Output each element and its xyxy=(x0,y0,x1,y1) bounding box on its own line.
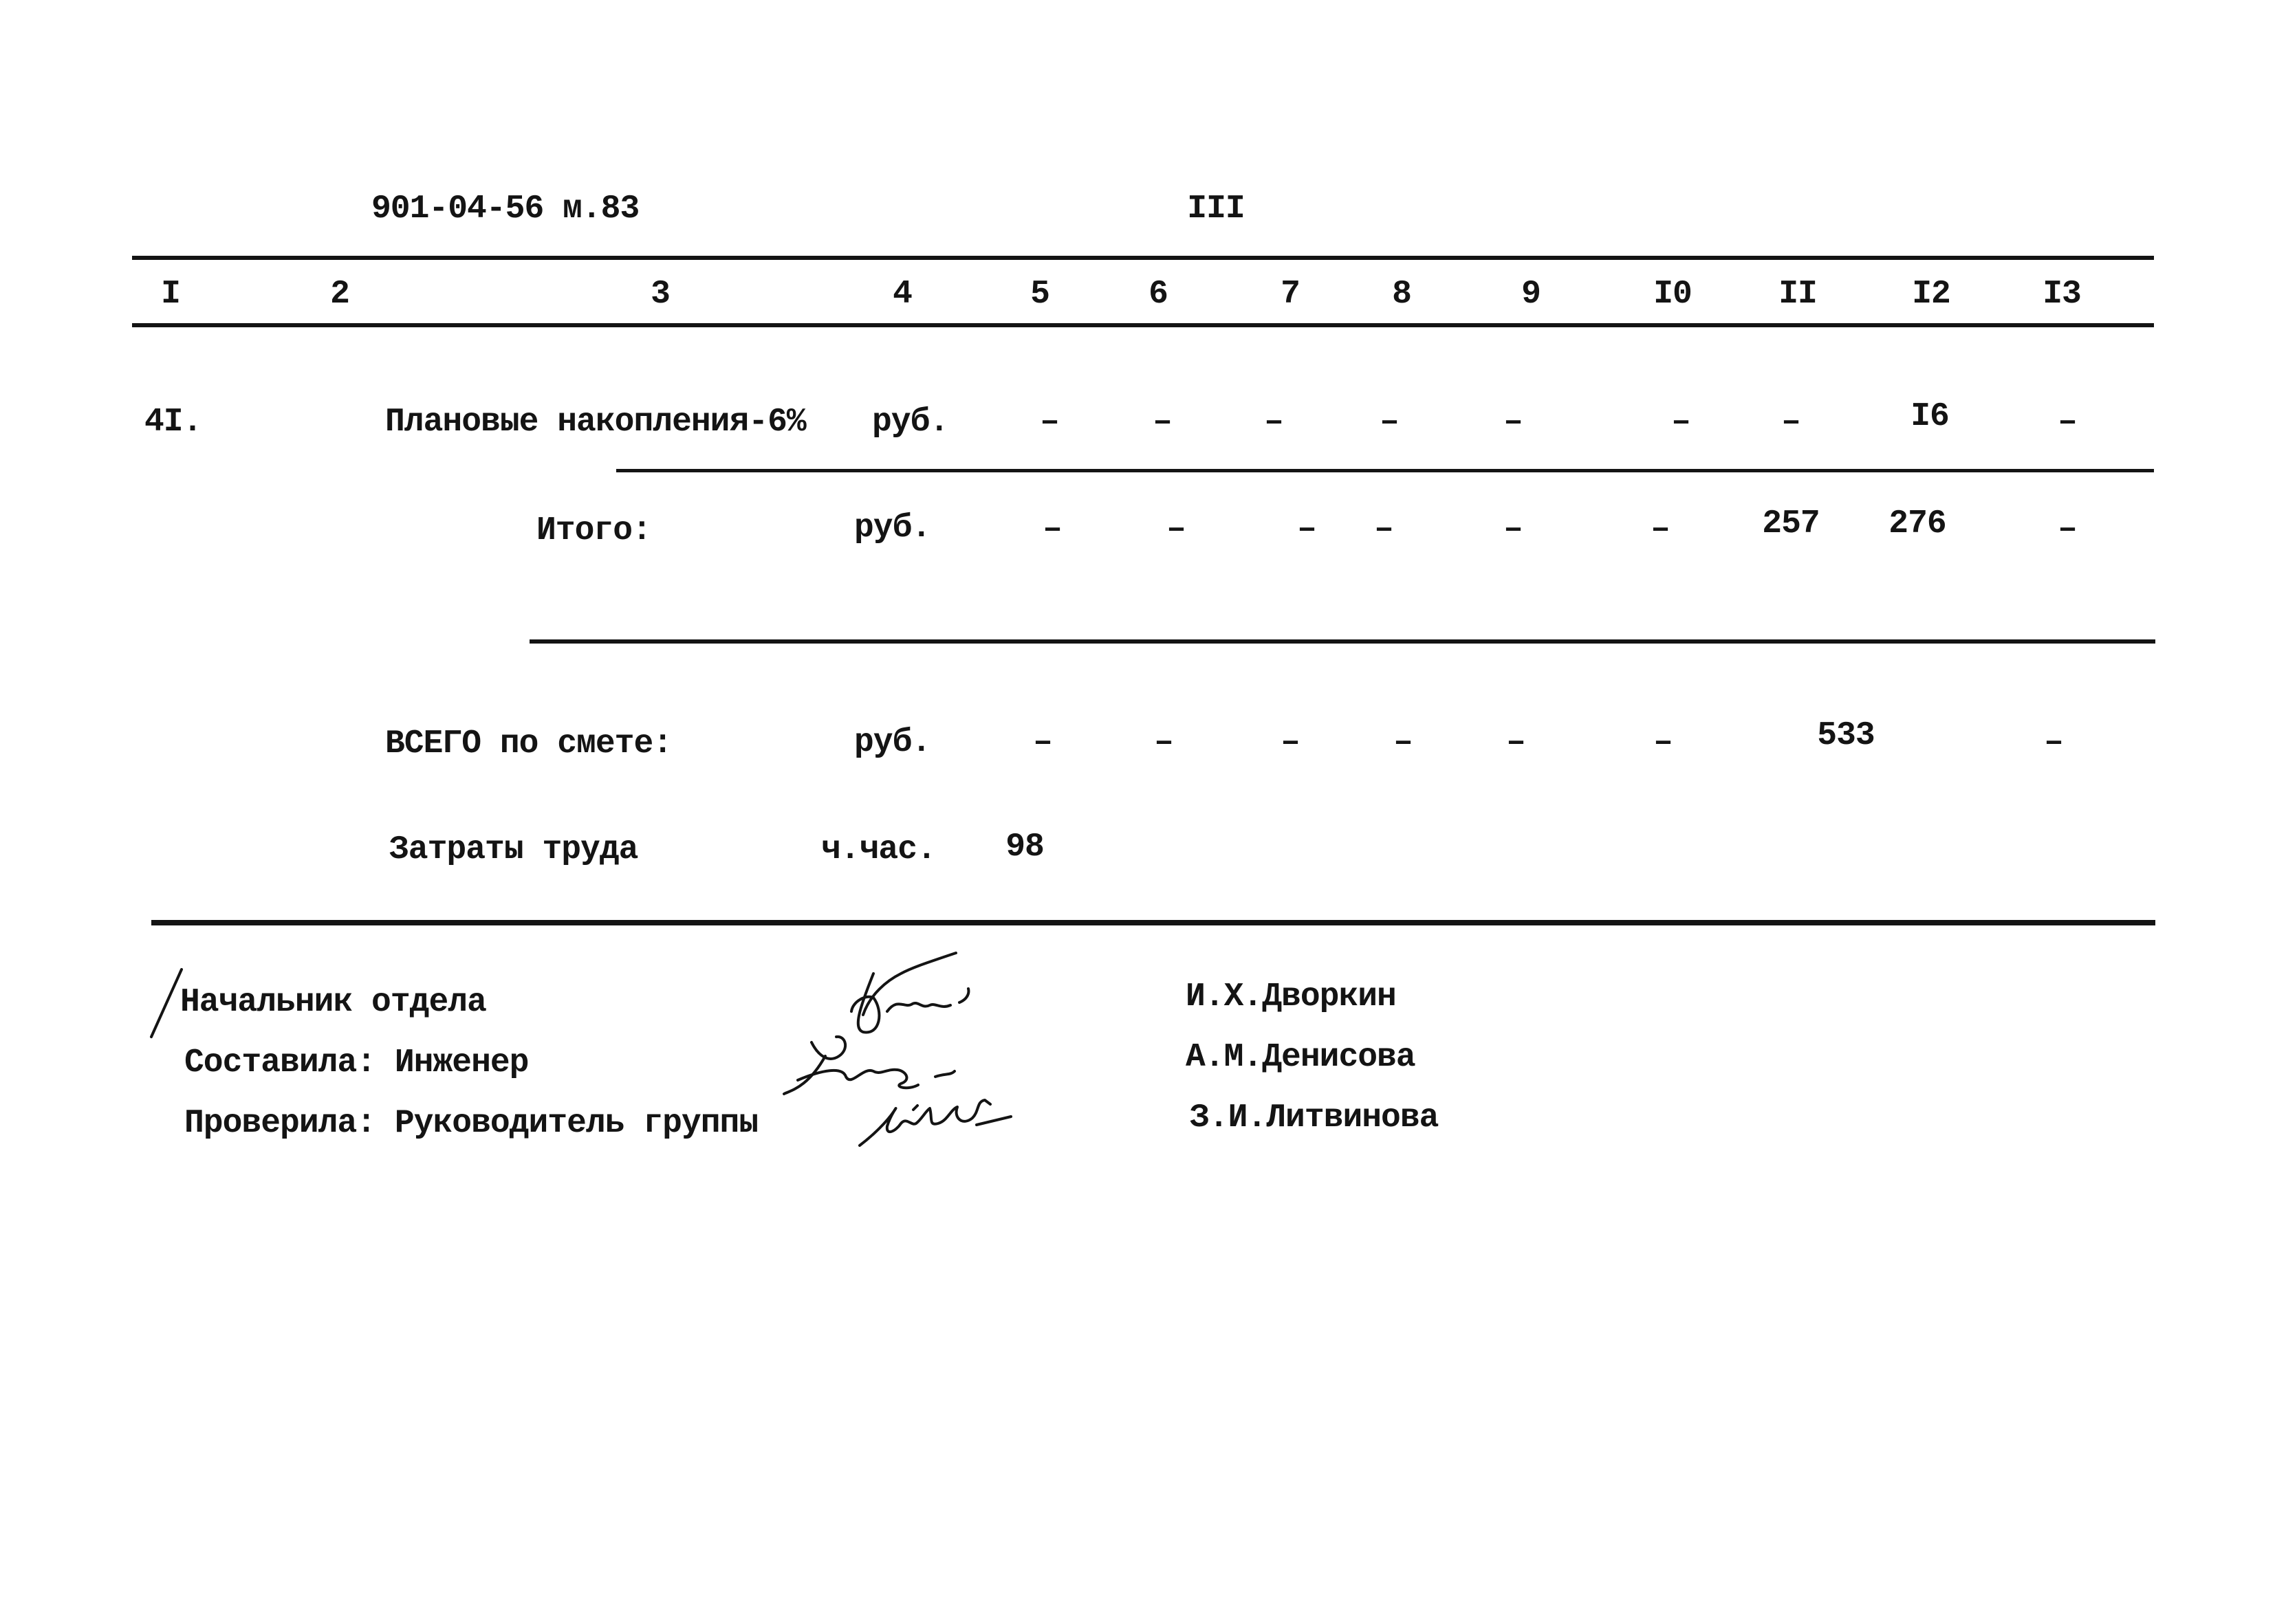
cell-col11-12: 533 xyxy=(1817,717,1875,754)
total-rule xyxy=(530,639,2155,644)
cell-col13: – xyxy=(2058,404,2077,441)
signature-role-compiled: Составила: Инженер xyxy=(184,1044,529,1082)
signature-role-checked: Проверила: Руководитель группы xyxy=(184,1105,759,1142)
cell-col5: 98 xyxy=(1005,829,1044,866)
row-unit: руб. xyxy=(854,724,931,761)
column-header-10: I0 xyxy=(1653,276,1692,313)
row-name: Итого: xyxy=(536,512,651,549)
document-code: 901-04-56 м.83 xyxy=(371,190,640,228)
signature-role-head: Начальник отдела xyxy=(180,984,486,1021)
column-header-11: II xyxy=(1778,276,1817,313)
column-header-1: I xyxy=(161,276,180,313)
cell-col8: – xyxy=(1374,511,1393,548)
row-unit: руб. xyxy=(872,404,949,441)
cell-col10: – xyxy=(1653,724,1673,761)
cell-col7: – xyxy=(1281,724,1300,761)
row-name: Затраты труда xyxy=(389,831,638,868)
table-bottom-rule xyxy=(151,920,2155,925)
cell-col7: – xyxy=(1264,404,1283,441)
column-header-6: 6 xyxy=(1149,276,1168,313)
cell-col7: – xyxy=(1297,511,1316,548)
cell-col5: – xyxy=(1043,511,1062,548)
cell-col13: – xyxy=(2044,724,2063,761)
cell-col8: – xyxy=(1380,404,1399,441)
cell-col10: – xyxy=(1671,404,1690,441)
row-name: ВСЕГО по смете: xyxy=(385,725,673,762)
signature-name-compiled: А.М.Денисова xyxy=(1186,1039,1415,1076)
column-header-8: 8 xyxy=(1392,276,1411,313)
signature-name-checked: З.И.Литвинова xyxy=(1190,1099,1439,1137)
cell-col13: – xyxy=(2058,511,2077,548)
cell-col9: – xyxy=(1506,724,1525,761)
cell-col12: I6 xyxy=(1911,398,1949,435)
column-header-13: I3 xyxy=(2043,276,2081,313)
column-header-7: 7 xyxy=(1281,276,1300,313)
page-number: III xyxy=(1187,190,1245,228)
signature-name-head: И.Х.Дворкин xyxy=(1186,978,1396,1016)
cell-col9: – xyxy=(1503,404,1523,441)
column-header-9: 9 xyxy=(1521,276,1541,313)
row-unit: ч.час. xyxy=(821,831,936,868)
column-header-4: 4 xyxy=(893,276,912,313)
column-header-3: 3 xyxy=(651,276,670,313)
cell-col11: – xyxy=(1781,404,1800,441)
cell-col9: – xyxy=(1503,511,1523,548)
table-header-bottom-rule xyxy=(132,323,2154,327)
subtotal-rule xyxy=(616,469,2154,472)
column-header-12: I2 xyxy=(1912,276,1950,313)
cell-col6: – xyxy=(1166,511,1186,548)
cell-col10: – xyxy=(1651,511,1670,548)
row-number: 4I. xyxy=(144,404,202,441)
cell-col12: 276 xyxy=(1888,505,1946,542)
column-header-2: 2 xyxy=(330,276,349,313)
handwritten-signatures xyxy=(770,946,1073,1166)
cell-col6: – xyxy=(1153,404,1172,441)
cell-col8: – xyxy=(1393,724,1413,761)
row-name: Плановые накопления-6% xyxy=(385,404,806,441)
cell-col11: 257 xyxy=(1762,505,1820,542)
cell-col6: – xyxy=(1154,724,1173,761)
row-unit: руб. xyxy=(854,509,931,547)
table-top-rule xyxy=(132,256,2154,260)
cell-col5: – xyxy=(1033,724,1052,761)
column-header-5: 5 xyxy=(1030,276,1049,313)
cell-col5: – xyxy=(1040,404,1059,441)
